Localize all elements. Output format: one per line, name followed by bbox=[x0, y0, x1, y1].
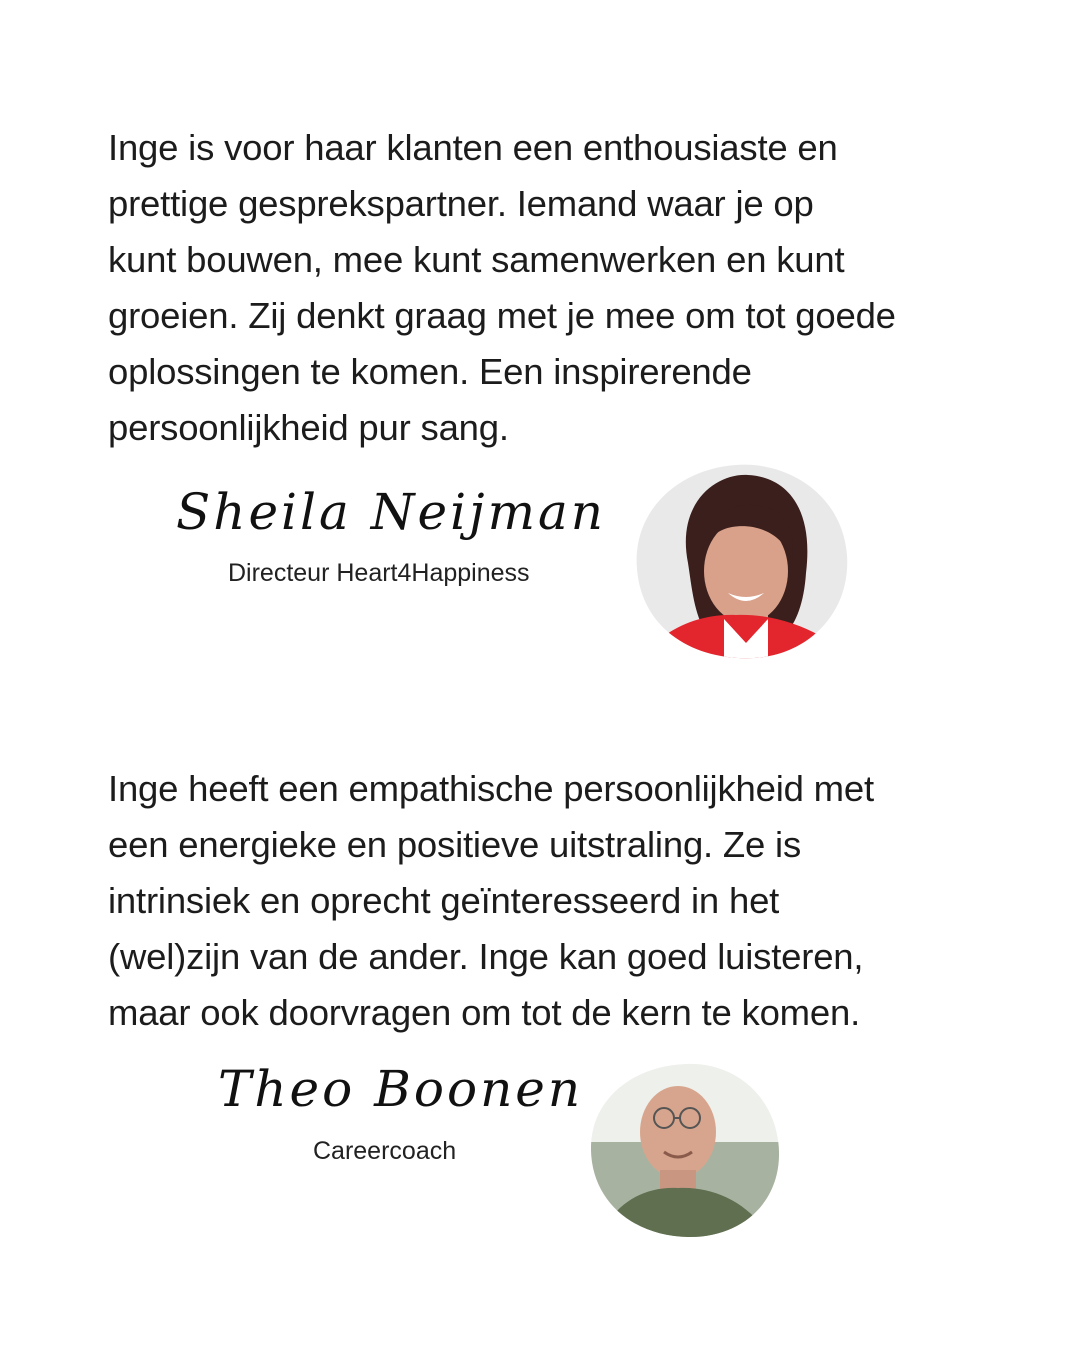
quote-line: oplossingen te komen. Een inspirerende bbox=[108, 351, 752, 392]
testimonial-quote-1 bbox=[108, 120, 988, 456]
quote-line: prettige gesprekspartner. Iemand waar je op bbox=[108, 183, 814, 224]
avatar-photo-man bbox=[590, 1062, 780, 1238]
quote-line: kunt bouwen, mee kunt samenwerken en kunt bbox=[108, 239, 845, 280]
author-role: Careercoach bbox=[313, 1137, 457, 1165]
author-role: Directeur Heart4Happiness bbox=[228, 559, 530, 587]
quote-line: (wel)zijn van de ander. Inge kan goed luisteren, bbox=[108, 936, 864, 977]
quote-line: groeien. Zij denkt graag met je mee om tot goede bbox=[108, 295, 896, 336]
quote-line: persoonlijkheid pur sang. bbox=[108, 407, 509, 448]
signature-sheila-neijman: Sheila Neijman bbox=[176, 483, 606, 541]
quote-line: intrinsiek en oprecht geïnteresseerd in het bbox=[108, 880, 780, 921]
quote-line: maar ook doorvragen om tot de kern te komen. bbox=[108, 992, 861, 1033]
testimonial-quote-2 bbox=[108, 761, 988, 1041]
signature-theo-boonen: Theo Boonen bbox=[218, 1060, 584, 1118]
quote-line: Inge is voor haar klanten een enthousiaste en bbox=[108, 127, 838, 168]
avatar-photo-woman bbox=[636, 463, 848, 659]
quote-line: een energieke en positieve uitstraling. Ze is bbox=[108, 824, 802, 865]
quote-line: Inge heeft een empathische persoonlijkheid met bbox=[108, 768, 874, 809]
